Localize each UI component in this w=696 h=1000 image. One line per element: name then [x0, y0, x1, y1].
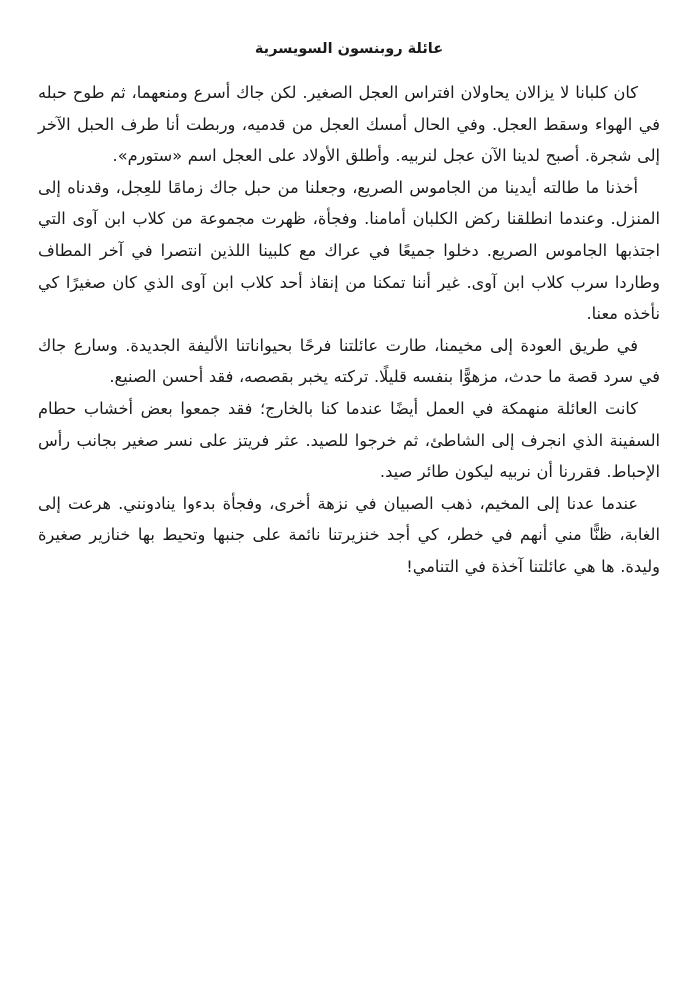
paragraph: في طريق العودة إلى مخيمنا، طارت عائلتنا فرحًا بحيواناتنا الأليفة الجديدة. وسارع جاك في سرد قصة ما حدث، مزهوًّا بنفسه قليلًا. تركته يخبر بقصصه، فقد أحسن الصنيع.	[38, 335, 660, 387]
paragraph: عندما عدنا إلى المخيم، ذهب الصبيان في نزهة أخرى، وفجأة بدءوا ينادونني. هرعت إلى الغابة، ظنًّا مني أنهم في خطر، كي أجد خنزيرتنا نائمة على جنبها وتحيط بها خنازير صغيرة وليدة. ها هي عائلتنا آخذة في التنامي!	[38, 493, 660, 576]
paragraph: كانت العائلة منهمكة في العمل أيضًا عندما كنا بالخارج؛ فقد جمعوا بعض أخشاب حطام السفينة الذي انجرف إلى الشاطئ، ثم خرجوا للصيد. عثر فريتز على نسر صغير بجانب رأس الإحباط. فقررنا أن نربيه ليكون طائر صيد.	[38, 398, 660, 482]
paragraph: أخذنا ما طالته أيدينا من الجاموس الصريع، وجعلنا من حبل جاك زمامًا للعِجل، وقدناه إلى المنزل. وعندما انطلقنا ركض الكلبان أمامنا. وفجأة، ظهرت مجموعة من كلاب ابن آوى التي اجتذبها الجاموس الصريع. دخلوا جميعًا في عراك مع كلبينا اللذين انتصرا في آخر المطاف وطاردا سرب كلاب ابن آوى. غير أننا تمكنا من إنقاذ أحد كلاب ابن آوى الذي كان صغيرًا كي نأخذه معنا.	[38, 177, 660, 324]
paragraph: كان كلبانا لا يزالان يحاولان افتراس العجل الصغير. لكن جاك أسرع ومنعهما، ثم طوح حبله في الهواء وسقط العجل. وفي الحال أمسك العجل من قدميه، وربطت أنا طرف الحبل الآخر إلى شجرة. أصبح لدينا الآن عجل لنربيه. وأطلق الأولاد على العجل اسم «ستورم».	[38, 83, 660, 166]
page-body	[38, 77, 660, 583]
running-header-title: عائلة روبنسون السويسرية	[254, 41, 444, 57]
